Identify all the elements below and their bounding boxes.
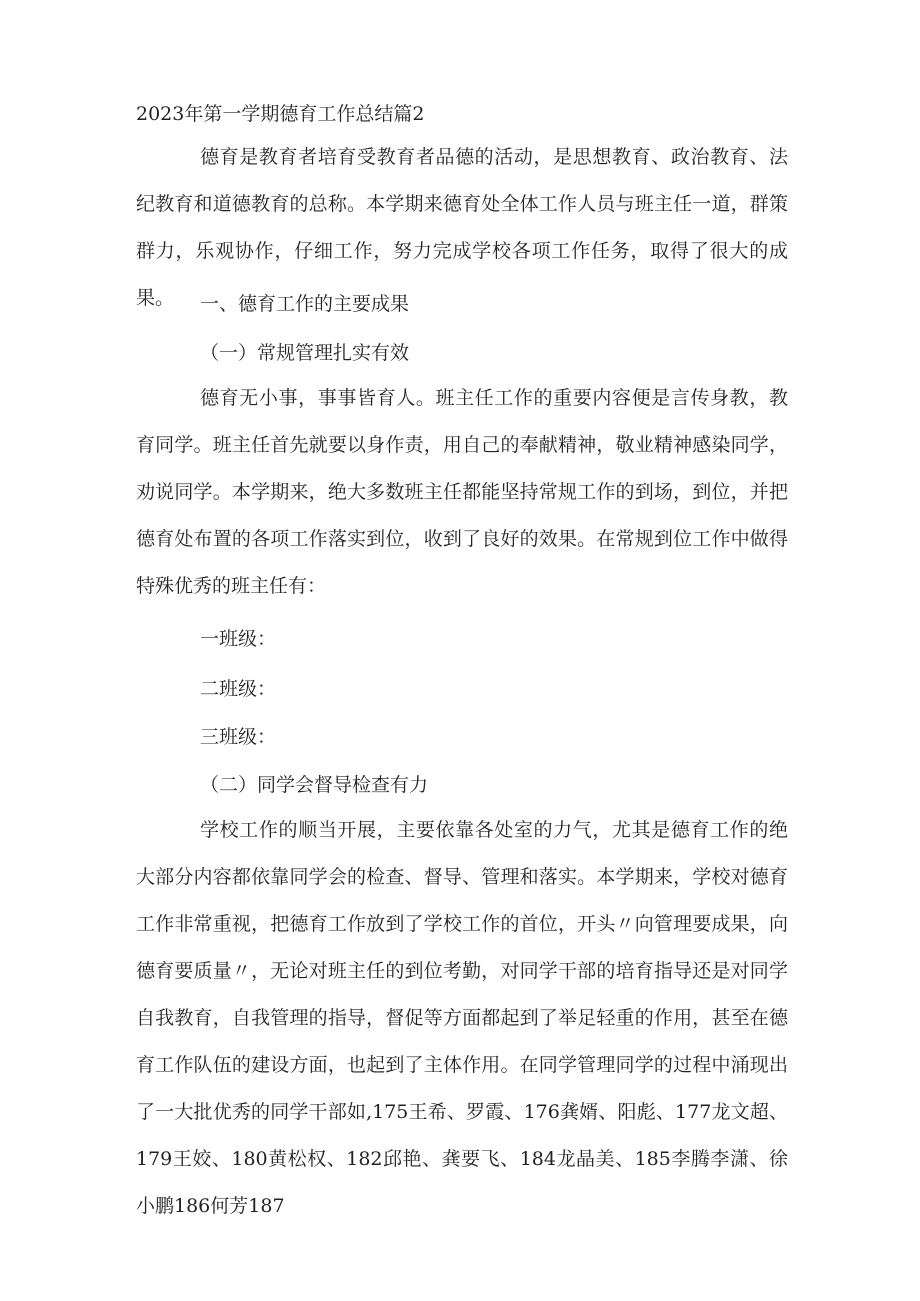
- student-union-paragraph: 学校工作的顺当开展，主要依靠各处室的力气，尤其是德育工作的绝大部分内容都依靠同学会的检查、督导、管理和落实。本学期来，学校对德育工作非常重视，把德育工作放到了学校工作的首位，开头〃向管理要成果，向德育要质量〃，无论对班主任的到位考勤，对同学干部的培育指导还是对同学自我教育，自我管理的指导，督促等方面都起到了举足轻重的作用，甚至在德育工作队伍的建设方面，也起到了主体作用。在同学管理同学的过程中涌现出了一大批优秀的同学干部如,175王希、罗霞、176龚婿、阳彪、177龙文超、179王姣、180黄松权、182邱艳、龚要飞、184龙晶美、185李腾李潇、徐小鹏186何芳187: [136, 819, 788, 1217]
- document-title: 2023年第一学期德育工作总结篇2: [136, 103, 425, 125]
- class-list-item: 二班级：: [200, 678, 277, 700]
- subsection-heading-routine-management: （一）常规管理扎实有效: [200, 342, 410, 364]
- class-list-item: 一班级：: [200, 628, 277, 650]
- subsection-heading-student-union: （二）同学会督导检查有力: [200, 774, 429, 796]
- routine-management-paragraph: 德育无小事，事事皆育人。班主任工作的重要内容便是言传身教，教育同学。班主任首先就要以身作责，用自己的奉献精神，敬业精神感染同学，劝说同学。本学期来，绝大多数班主任都能坚持常规工作的到场，到位，并把德育处布置的各项工作落实到位，收到了良好的效果。在常规到位工作中做得特殊优秀的班主任有：: [136, 387, 788, 597]
- intro-paragraph: 德育是教育者培育受教育者品德的活动，是思想教育、政治教育、法纪教育和道德教育的总称。本学期来德育处全体工作人员与班主任一道，群策群力，乐观协作，仔细工作，努力完成学校各项工作任务，取得了很大的成果。: [136, 146, 788, 309]
- class-list-item: 三班级：: [200, 726, 277, 748]
- section-heading-achievements: 一、德育工作的主要成果: [200, 293, 410, 315]
